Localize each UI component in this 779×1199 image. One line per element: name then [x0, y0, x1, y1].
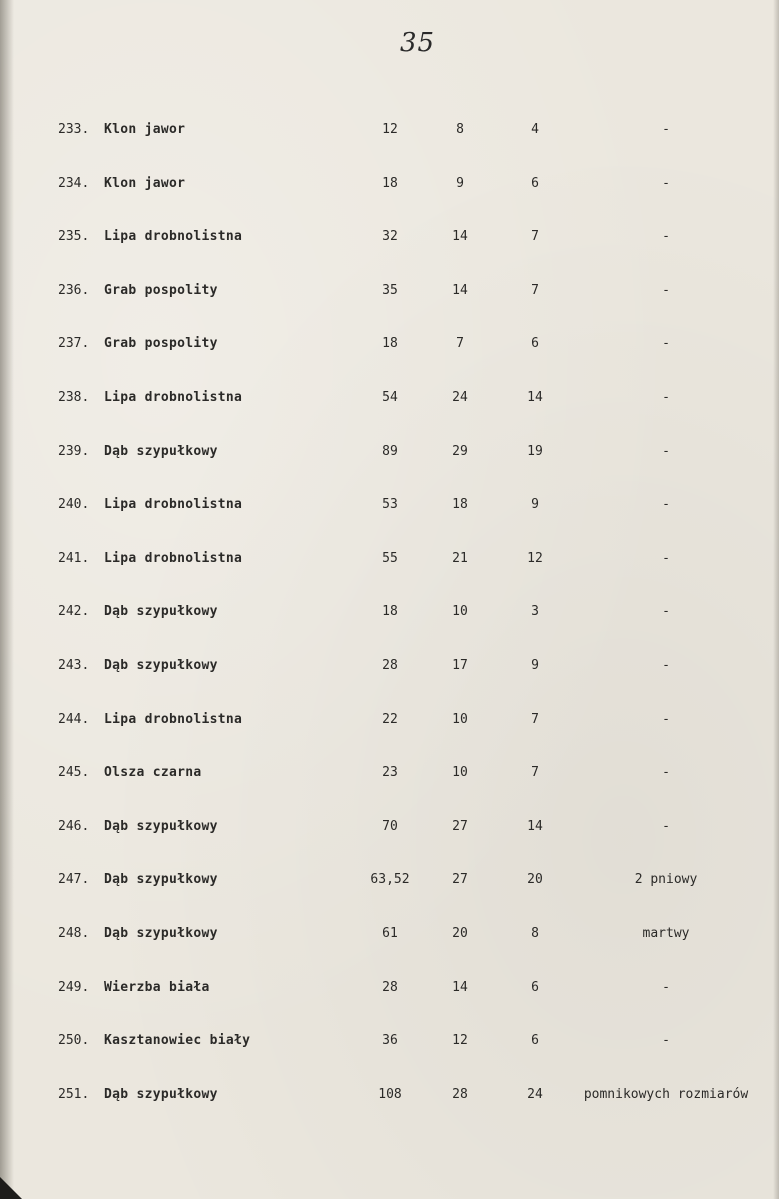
remarks: - — [662, 604, 670, 619]
value-crown: 6 — [531, 1033, 539, 1048]
remarks: - — [662, 336, 670, 351]
remarks: martwy — [642, 926, 690, 941]
value-circumference: 70 — [382, 819, 398, 834]
table-row — [0, 976, 779, 1000]
table-row — [0, 815, 779, 839]
remarks: 2 pniowy — [634, 872, 698, 887]
value-crown: 6 — [531, 336, 539, 351]
value-circumference: 36 — [382, 1033, 398, 1048]
page-corner — [0, 1177, 22, 1199]
species-name: Lipa drobnolistna — [104, 551, 243, 566]
species-name: Dąb szypułkowy — [104, 819, 218, 834]
table-row — [0, 172, 779, 196]
remarks: - — [662, 497, 670, 512]
value-circumference: 55 — [382, 551, 398, 566]
table-row — [0, 332, 779, 356]
remarks: - — [662, 712, 670, 727]
remarks: - — [662, 658, 670, 673]
remarks: - — [662, 551, 670, 566]
value-crown: 7 — [531, 765, 539, 780]
value-circumference: 53 — [382, 497, 398, 512]
remarks: - — [662, 283, 670, 298]
row-number: 234. — [58, 176, 90, 191]
table-row — [0, 440, 779, 464]
row-number: 249. — [58, 980, 90, 995]
table-row — [0, 118, 779, 142]
row-number: 248. — [58, 926, 90, 941]
table-row — [0, 868, 779, 892]
remarks: pomnikowych rozmiarów — [583, 1087, 749, 1102]
value-height: 9 — [456, 176, 464, 191]
value-circumference: 18 — [382, 336, 398, 351]
species-name: Grab pospolity — [104, 283, 218, 298]
value-circumference: 35 — [382, 283, 398, 298]
value-crown: 6 — [531, 980, 539, 995]
remarks: - — [662, 122, 670, 137]
value-crown: 7 — [531, 283, 539, 298]
value-circumference: 32 — [382, 229, 398, 244]
row-number: 240. — [58, 497, 90, 512]
species-name: Grab pospolity — [104, 336, 218, 351]
species-name: Dąb szypułkowy — [104, 926, 218, 941]
row-number: 250. — [58, 1033, 90, 1048]
row-number: 235. — [58, 229, 90, 244]
remarks: - — [662, 980, 670, 995]
row-number: 245. — [58, 765, 90, 780]
value-height: 7 — [456, 336, 464, 351]
value-circumference: 63,52 — [370, 872, 410, 887]
row-number: 239. — [58, 444, 90, 459]
table-row — [0, 547, 779, 571]
value-crown: 20 — [527, 872, 543, 887]
remarks: - — [662, 819, 670, 834]
value-height: 27 — [452, 872, 468, 887]
value-height: 14 — [452, 980, 468, 995]
value-height: 17 — [452, 658, 468, 673]
value-crown: 14 — [527, 390, 543, 405]
value-height: 27 — [452, 819, 468, 834]
table-row — [0, 1029, 779, 1053]
value-crown: 14 — [527, 819, 543, 834]
value-height: 24 — [452, 390, 468, 405]
value-height: 10 — [452, 765, 468, 780]
value-crown: 6 — [531, 176, 539, 191]
value-circumference: 12 — [382, 122, 398, 137]
value-circumference: 61 — [382, 926, 398, 941]
table-row — [0, 600, 779, 624]
species-name: Kasztanowiec biały — [104, 1033, 251, 1048]
value-crown: 8 — [531, 926, 539, 941]
species-name: Dąb szypułkowy — [104, 444, 218, 459]
value-circumference: 89 — [382, 444, 398, 459]
value-circumference: 54 — [382, 390, 398, 405]
value-crown: 7 — [531, 229, 539, 244]
row-number: 246. — [58, 819, 90, 834]
value-crown: 9 — [531, 658, 539, 673]
value-circumference: 22 — [382, 712, 398, 727]
value-height: 14 — [452, 283, 468, 298]
value-height: 10 — [452, 712, 468, 727]
value-height: 18 — [452, 497, 468, 512]
table-row — [0, 493, 779, 517]
table-row — [0, 225, 779, 249]
remarks: - — [662, 390, 670, 405]
remarks: - — [662, 176, 670, 191]
row-number: 251. — [58, 1087, 90, 1102]
species-name: Klon jawor — [104, 122, 186, 137]
remarks: - — [662, 444, 670, 459]
value-crown: 9 — [531, 497, 539, 512]
remarks: - — [662, 1033, 670, 1048]
row-number: 242. — [58, 604, 90, 619]
value-circumference: 18 — [382, 604, 398, 619]
species-name: Dąb szypułkowy — [104, 1087, 218, 1102]
remarks: - — [662, 765, 670, 780]
table-row — [0, 654, 779, 678]
value-height: 29 — [452, 444, 468, 459]
value-crown: 7 — [531, 712, 539, 727]
species-name: Dąb szypułkowy — [104, 872, 218, 887]
species-name: Dąb szypułkowy — [104, 658, 218, 673]
species-name: Olsza czarna — [104, 765, 202, 780]
table-row — [0, 1083, 779, 1107]
remarks: - — [662, 229, 670, 244]
row-number: 236. — [58, 283, 90, 298]
species-name: Lipa drobnolistna — [104, 712, 243, 727]
row-number: 247. — [58, 872, 90, 887]
row-number: 241. — [58, 551, 90, 566]
table-row — [0, 386, 779, 410]
value-height: 10 — [452, 604, 468, 619]
table-row — [0, 922, 779, 946]
table-row — [0, 761, 779, 785]
value-crown: 12 — [527, 551, 543, 566]
value-height: 8 — [456, 122, 464, 137]
species-name: Dąb szypułkowy — [104, 604, 218, 619]
table-row — [0, 708, 779, 732]
value-crown: 3 — [531, 604, 539, 619]
row-number: 238. — [58, 390, 90, 405]
species-name: Lipa drobnolistna — [104, 497, 243, 512]
species-name: Lipa drobnolistna — [104, 229, 243, 244]
table-row — [0, 279, 779, 303]
species-name: Lipa drobnolistna — [104, 390, 243, 405]
row-number: 237. — [58, 336, 90, 351]
species-name: Klon jawor — [104, 176, 186, 191]
value-height: 12 — [452, 1033, 468, 1048]
value-crown: 19 — [527, 444, 543, 459]
value-height: 14 — [452, 229, 468, 244]
value-crown: 4 — [531, 122, 539, 137]
page-number: 35 — [400, 28, 436, 58]
value-crown: 24 — [527, 1087, 543, 1102]
value-circumference: 108 — [378, 1087, 402, 1102]
value-height: 28 — [452, 1087, 468, 1102]
value-circumference: 23 — [382, 765, 398, 780]
value-circumference: 18 — [382, 176, 398, 191]
value-circumference: 28 — [382, 658, 398, 673]
value-height: 20 — [452, 926, 468, 941]
value-circumference: 28 — [382, 980, 398, 995]
row-number: 243. — [58, 658, 90, 673]
row-number: 233. — [58, 122, 90, 137]
value-height: 21 — [452, 551, 468, 566]
row-number: 244. — [58, 712, 90, 727]
species-name: Wierzba biała — [104, 980, 210, 995]
